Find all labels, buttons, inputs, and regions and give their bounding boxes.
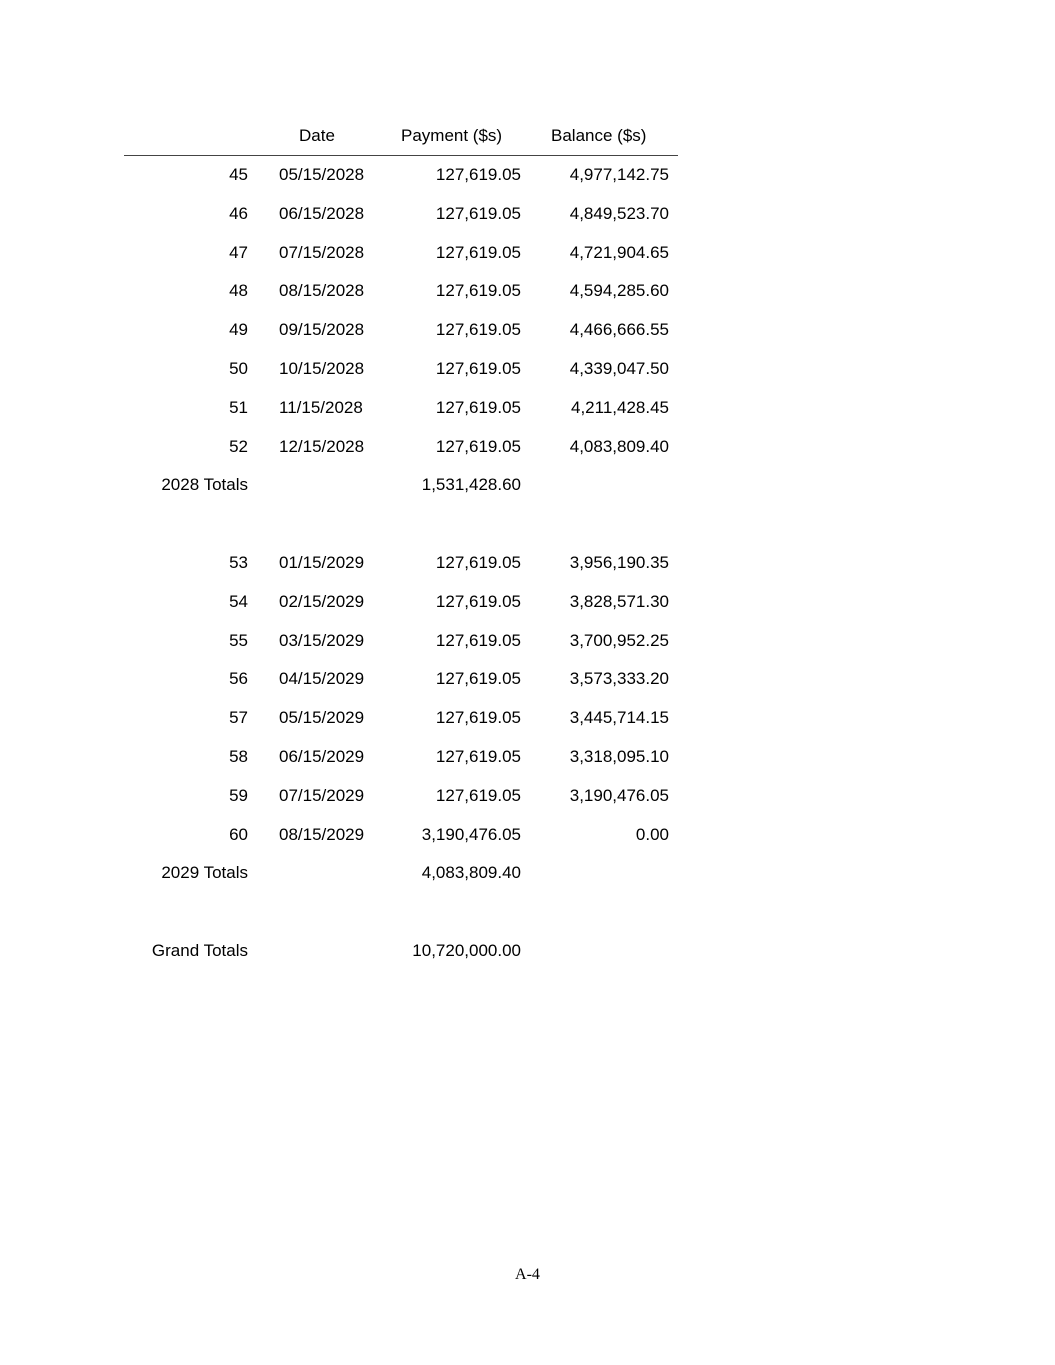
remaining-balance: 3,190,476.05 — [569, 785, 669, 805]
totals-2029-payment: 4,083,809.40 — [421, 863, 521, 883]
installment-number: 54 — [229, 591, 248, 611]
grand-totals-label: Grand Totals — [151, 940, 248, 960]
remaining-balance: 4,849,523.70 — [569, 203, 669, 223]
table-row — [124, 583, 678, 622]
payment-amount: 127,619.05 — [435, 785, 521, 805]
table-row — [124, 272, 678, 311]
installment-number: 52 — [229, 436, 248, 456]
installment-number: 51 — [229, 397, 248, 417]
remaining-balance: 4,594,285.60 — [569, 281, 669, 301]
remaining-balance: 3,700,952.25 — [569, 630, 669, 650]
payment-date: 04/15/2029 — [279, 669, 365, 689]
payment-amount: 127,619.05 — [435, 242, 521, 262]
payment-amount: 127,619.05 — [435, 165, 521, 184]
totals-2028-label: 2028 Totals — [161, 475, 248, 495]
payment-date: 12/15/2028 — [279, 436, 365, 456]
payment-schedule-table — [124, 116, 678, 971]
payment-date: 03/15/2029 — [279, 630, 365, 650]
payment-date: 08/15/2028 — [279, 281, 365, 301]
installment-number: 46 — [229, 203, 248, 223]
table-row — [124, 350, 678, 389]
installment-number: 56 — [229, 669, 248, 689]
payment-date: 01/15/2029 — [279, 552, 365, 572]
totals-row-2028 — [124, 466, 678, 505]
payment-amount: 127,619.05 — [435, 358, 521, 378]
payment-date: 06/15/2029 — [279, 746, 365, 766]
payment-amount: 127,619.05 — [435, 397, 521, 417]
payment-amount: 127,619.05 — [435, 630, 521, 650]
payment-date: 09/15/2028 — [279, 320, 365, 340]
payment-date: 11/15/2028 — [279, 397, 363, 417]
remaining-balance: 3,828,571.30 — [569, 591, 669, 611]
installment-number: 48 — [229, 281, 248, 301]
remaining-balance: 3,573,333.20 — [569, 669, 669, 689]
table-row — [124, 738, 678, 777]
section-spacer — [124, 505, 678, 544]
payment-date: 05/15/2028 — [279, 165, 365, 184]
table-row — [124, 428, 678, 467]
installment-number: 57 — [229, 708, 248, 728]
remaining-balance: 4,466,666.55 — [569, 320, 669, 340]
remaining-balance: 4,083,809.40 — [569, 436, 669, 456]
remaining-balance: 0.00 — [635, 824, 669, 844]
remaining-balance: 4,211,428.45 — [571, 397, 669, 417]
header-payment: Payment ($s) — [401, 126, 503, 145]
payment-date: 07/15/2029 — [279, 785, 365, 805]
rows-2028-group — [124, 156, 678, 466]
table-row — [124, 195, 678, 234]
grand-totals-payment: 10,720,000.00 — [412, 940, 521, 960]
installment-number: 47 — [229, 242, 248, 262]
installment-number: 49 — [229, 320, 248, 340]
payment-amount: 127,619.05 — [435, 746, 521, 766]
table-row — [124, 156, 678, 195]
remaining-balance: 4,339,047.50 — [569, 358, 669, 378]
table-row — [124, 311, 678, 350]
table-row — [124, 389, 678, 428]
header-balance: Balance ($s) — [551, 126, 647, 145]
payment-amount: 127,619.05 — [435, 436, 521, 456]
table-row — [124, 234, 678, 273]
remaining-balance: 4,721,904.65 — [569, 242, 669, 262]
table-row — [124, 699, 678, 738]
remaining-balance: 3,318,095.10 — [569, 746, 669, 766]
table-row — [124, 777, 678, 816]
remaining-balance: 3,445,714.15 — [569, 708, 669, 728]
payment-amount: 127,619.05 — [435, 320, 521, 340]
table-row — [124, 660, 678, 699]
payment-amount: 127,619.05 — [435, 552, 521, 572]
totals-2029-label: 2029 Totals — [161, 863, 248, 883]
payment-amount: 127,619.05 — [435, 708, 521, 728]
table-row — [124, 622, 678, 661]
payment-amount: 3,190,476.05 — [421, 824, 521, 844]
table-row — [124, 816, 678, 855]
payment-date: 05/15/2029 — [279, 708, 365, 728]
grand-totals-row — [124, 932, 678, 971]
section-spacer — [124, 893, 678, 932]
totals-row-2029 — [124, 854, 678, 893]
installment-number: 50 — [229, 358, 248, 378]
payment-amount: 127,619.05 — [435, 281, 521, 301]
remaining-balance: 4,977,142.75 — [569, 165, 669, 184]
payment-date: 02/15/2029 — [279, 591, 365, 611]
rows-2029-group — [124, 544, 678, 854]
page-number: A-4 — [515, 1266, 540, 1283]
payment-date: 06/15/2028 — [279, 203, 365, 223]
installment-number: 55 — [229, 630, 248, 650]
installment-number: 45 — [229, 165, 248, 184]
payment-amount: 127,619.05 — [435, 591, 521, 611]
table-row — [124, 544, 678, 583]
table-header-row — [124, 116, 678, 156]
payment-date: 08/15/2029 — [279, 824, 365, 844]
payment-date: 07/15/2028 — [279, 242, 365, 262]
installment-number: 58 — [229, 746, 248, 766]
installment-number: 60 — [229, 824, 248, 844]
header-date: Date — [299, 126, 335, 145]
payment-amount: 127,619.05 — [435, 203, 521, 223]
installment-number: 59 — [229, 785, 248, 805]
payment-amount: 127,619.05 — [435, 669, 521, 689]
installment-number: 53 — [229, 552, 248, 572]
remaining-balance: 3,956,190.35 — [569, 552, 669, 572]
payment-date: 10/15/2028 — [279, 358, 365, 378]
totals-2028-payment: 1,531,428.60 — [421, 475, 521, 495]
